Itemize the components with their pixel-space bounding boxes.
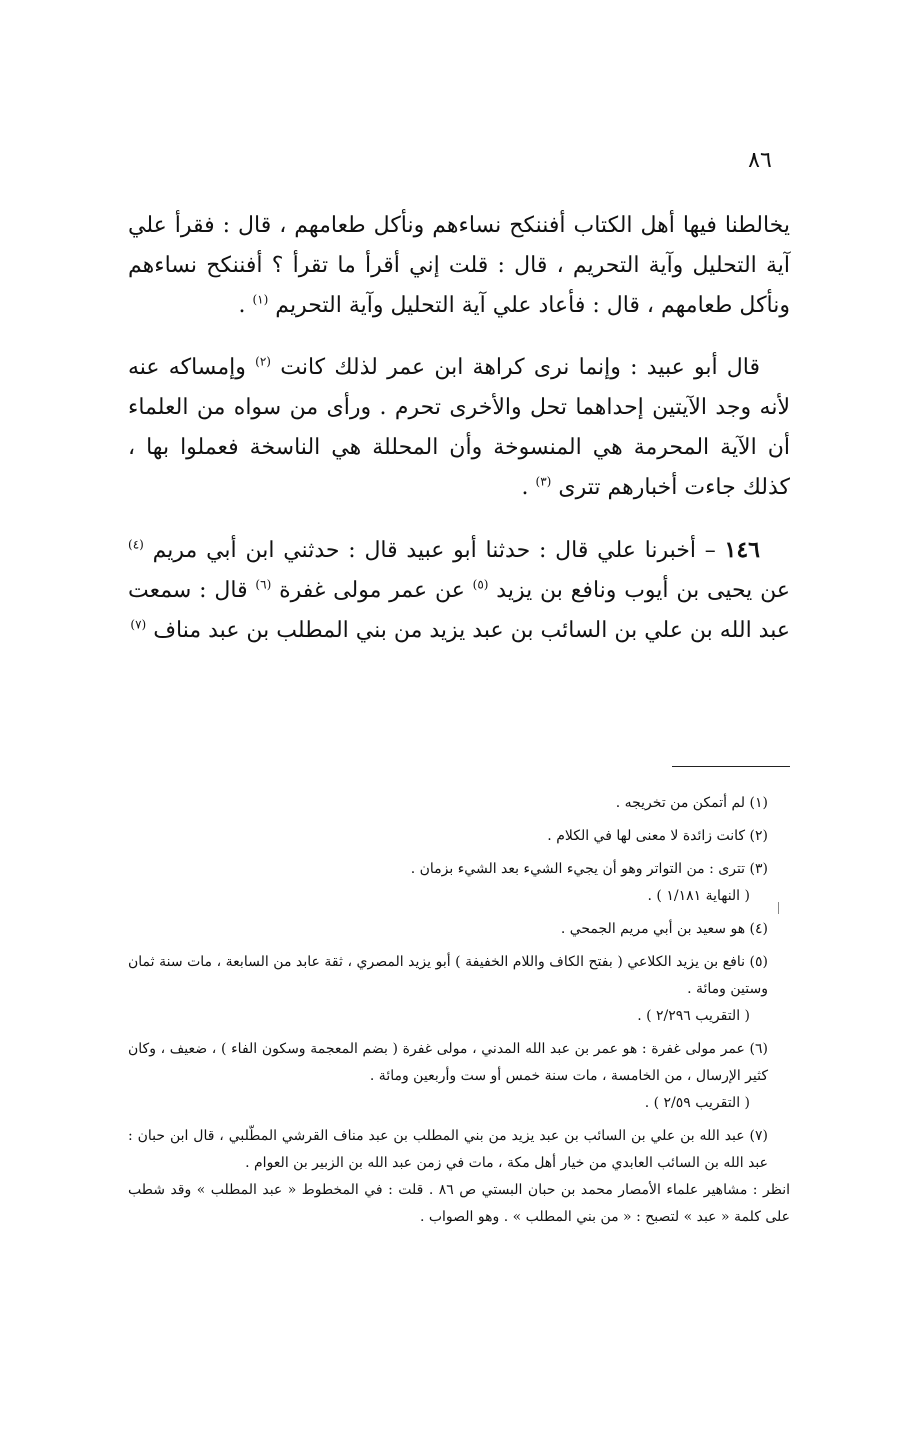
paragraph-1: [128, 206, 790, 326]
paragraph-3-text-a: – أخبرنا علي قال : حدثنا أبو عبيد قال : حدثني ابن أبي مريم: [152, 538, 725, 563]
footnote-6-text: (٦) عمر مولى غفرة : هو عمر بن عبد الله المدني ، مولى غفرة ( بضم المعجمة وسكون الفاء ) ، ضعيف ، وكان كثير الإرسال ، من الخامسة ، مات سنة خمس أو ست وأربعين ومائة .: [128, 1041, 768, 1084]
footnote-3-text: (٣) تترى : من التواتر وهو أن يجيء الشيء بعد الشيء بزمان .: [410, 861, 768, 877]
paragraph-2: [128, 348, 790, 508]
footnote-6: [128, 1036, 790, 1117]
footnote-ref-5: (٥): [472, 577, 489, 592]
footnote-2-text: (٢) كانت زائدة لا معنى لها في الكلام .: [547, 828, 768, 844]
paragraph-1-end: .: [238, 293, 253, 318]
paragraph-2-text-b: وإمساكه عنه لأنه وجد الآيتين إحداهما تحل والأخرى تحرم . ورأى من سواه من العلماء أن الآية المحرمة هي المنسوخة وأن المحللة هي الناسخة فعملوا بها ، كذلك جاءت أخبارهم تترى: [128, 355, 790, 500]
paragraph-3: [128, 530, 790, 651]
paragraph-1-text: يخالطنا فيها أهل الكتاب أفننكح نساءهم ونأكل طعامهم ، قال : فقرأ علي آية التحليل وآية التحريم ، قال : قلت إني أقرأ ما تقرأ ؟ أفننكح نساءهم ونأكل طعامهم ، قال : فأعاد علي آية التحليل وآية التحريم: [128, 213, 790, 318]
paragraph-3-text-b: عن يحيى بن أيوب ونافع بن يزيد: [496, 578, 790, 603]
footnote-4: [128, 916, 790, 943]
footnote-1-text: (١) لم أتمكن من تخريجه .: [615, 795, 768, 811]
paragraph-3-text-c: عن عمر مولى غفرة: [279, 578, 473, 603]
footnote-6-source: ( التقريب ٢/٥٩ ) .: [644, 1095, 750, 1111]
footnote-ref-6: (٦): [255, 577, 272, 592]
footnote-ref-3: (٣): [535, 474, 552, 489]
footnote-3: [128, 856, 790, 910]
footnote-ref-7: (٧): [130, 617, 147, 632]
footnote-ref-4: (٤): [128, 537, 144, 552]
footnote-4-text: (٤) هو سعيد بن أبي مريم الجمحي .: [560, 921, 768, 937]
footnote-7: [128, 1123, 790, 1231]
main-text: [128, 206, 790, 673]
footnote-5-text: (٥) نافع بن يزيد الكلاعي ( بفتح الكاف واللام الخفيفة ) أبو يزيد المصري ، ثقة عابد من السابعة ، مات سنة ثمان وستين ومائة .: [128, 954, 768, 997]
footnote-5: [128, 949, 790, 1030]
footnote-separator: [672, 766, 790, 767]
footnote-7-text: (٧) عبد الله بن علي بن السائب بن عبد يزيد من بني المطلب بن عبد مناف القرشي المطّلبي ، قال ابن حبان : عبد الله بن السائب العابدي من خيار أهل مكة ، مات في زمن عبد الله بن الزبير بن العوام .: [128, 1128, 768, 1171]
paragraph-3-text-d: قال : سمعت عبد الله بن علي بن السائب بن عبد يزيد من بني المطلب بن عبد مناف: [128, 578, 790, 643]
footnote-ref-1: (١): [252, 292, 269, 307]
page-number: ٨٦: [748, 148, 772, 173]
footnote-5-source: ( التقريب ٢/٢٩٦ ) .: [637, 1008, 750, 1024]
hadith-number: ١٤٦: [724, 537, 760, 563]
paragraph-2-end: .: [521, 475, 536, 500]
footnote-2: [128, 823, 790, 850]
footnote-7-note: انظر : مشاهير علماء الأمصار محمد بن حبان البستي ص ٨٦ . قلت : في المخطوط « عبد المطلب » وقد شطب على كلمة « عبد » لتصبح : « من بني المطلب » . وهو الصواب .: [128, 1182, 790, 1225]
footnote-1: [128, 790, 790, 817]
paragraph-2-text-a: قال أبو عبيد : وإنما نرى كراهة ابن عمر لذلك كانت: [280, 355, 760, 380]
footnotes: [128, 790, 790, 1237]
footnote-3-source: ( النهاية ١/١٨١ ) .: [647, 888, 750, 904]
footnote-ref-2: (٢): [255, 354, 271, 369]
